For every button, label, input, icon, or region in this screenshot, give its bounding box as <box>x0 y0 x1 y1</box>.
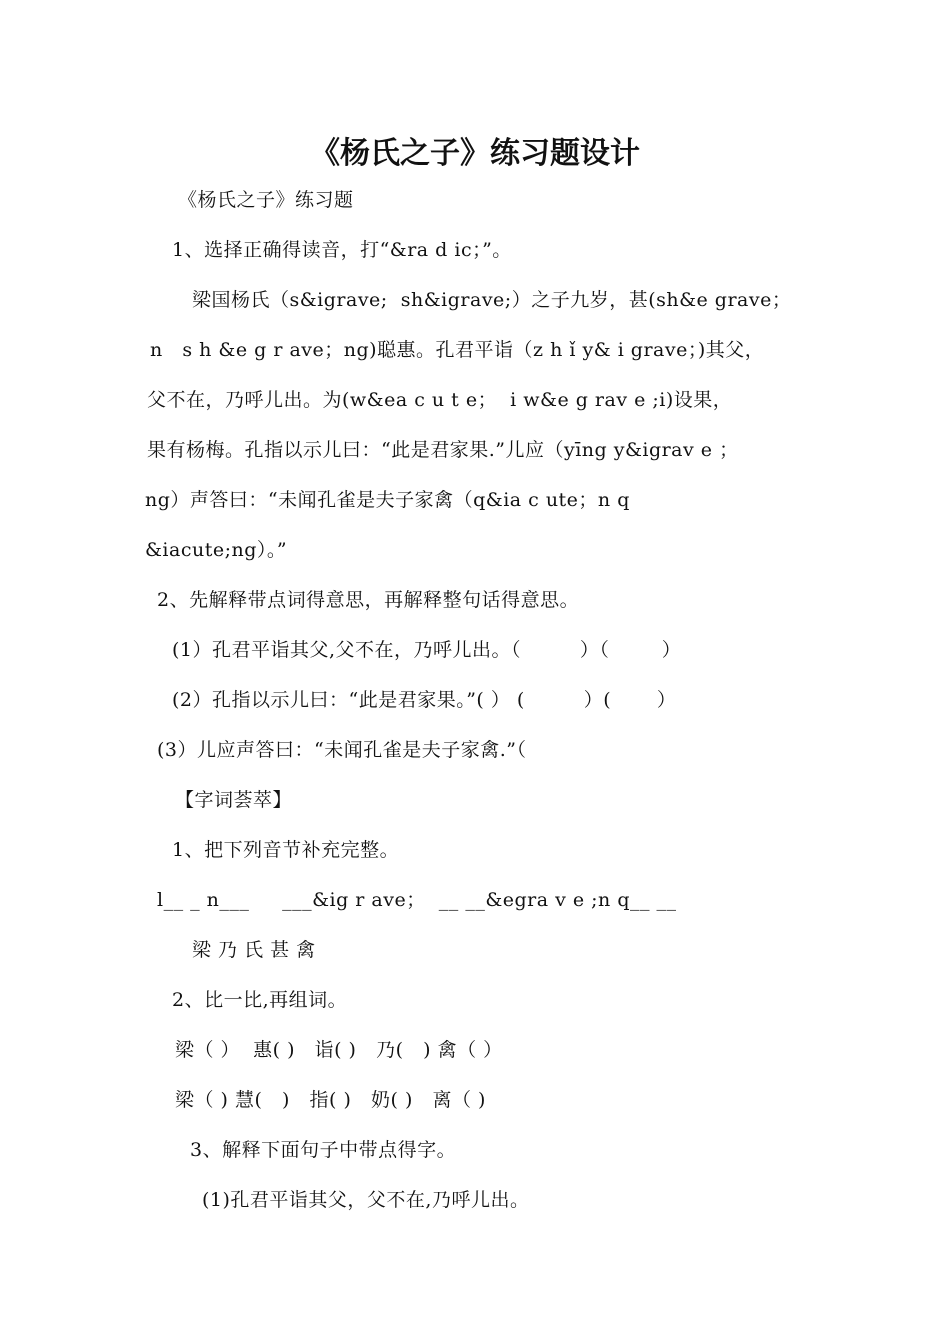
compare-row-1: 梁（ ） 惠( ) 诣( ) 乃( ) 禽（ ） <box>175 1039 503 1061</box>
passage-line-6: &iacute;ng）。” <box>145 539 288 561</box>
syllable-blanks-line: l__ _ n___ ___&ig r ave； __ __&egra v e ;n q__ __ <box>157 889 677 911</box>
passage-line-2: n s h &e g r ave；ng)聪惠。孔君平诣（z h ǐ y& i grave；)其父， <box>150 339 765 361</box>
vocab-question-2-heading: 2、比一比,再组词。 <box>172 989 348 1011</box>
section-heading-vocabulary: 【字词荟萃】 <box>175 789 293 811</box>
passage-line-1: 梁国杨氏（s&igrave; sh&igrave;）之子九岁，甚(sh&e grave； <box>192 289 792 311</box>
document-title: 《杨氏之子》练习题设计 <box>310 136 640 171</box>
passage-line-5: ng）声答曰：“未闻孔雀是夫子家禽（q&ia c ute；n q <box>145 489 630 511</box>
question-2-heading: 2、先解释带点词得意思，再解释整句话得意思。 <box>157 589 580 611</box>
vocab-question-1-heading: 1、把下列音节补充完整。 <box>172 839 400 861</box>
syllable-characters-line: 梁 乃 氏 甚 禽 <box>192 939 316 961</box>
vocab-question-3-heading: 3、解释下面句子中带点得字。 <box>190 1139 457 1161</box>
passage-line-4: 果有杨梅。孔指以示儿曰：“此是君家果.”儿应（yīng y&igrav e ； <box>147 439 739 461</box>
question-2-item-2: (2）孔指以示儿曰：“此是君家果。”( ） ( ）( ） <box>172 689 677 711</box>
question-2-item-1: (1）孔君平诣其父,父不在，乃呼儿出。（ ）（ ） <box>172 639 682 661</box>
passage-line-3: 父不在，乃呼儿出。为(w&ea c u t e； i w&e g rav e ;i)设果， <box>147 389 733 411</box>
question-1-heading: 1、选择正确得读音，打“&ra d ic；”。 <box>172 239 512 261</box>
compare-row-2: 梁（ ) 慧( ) 指( ) 奶( ) 离（ ) <box>175 1089 486 1111</box>
vocab-question-3-item-1: (1)孔君平诣其父，父不在,乃呼儿出。 <box>202 1189 530 1211</box>
question-2-item-3: (3）儿应声答曰：“未闻孔雀是夫子家禽.”（ <box>157 739 527 761</box>
subtitle-line: 《杨氏之子》练习题 <box>178 189 354 211</box>
